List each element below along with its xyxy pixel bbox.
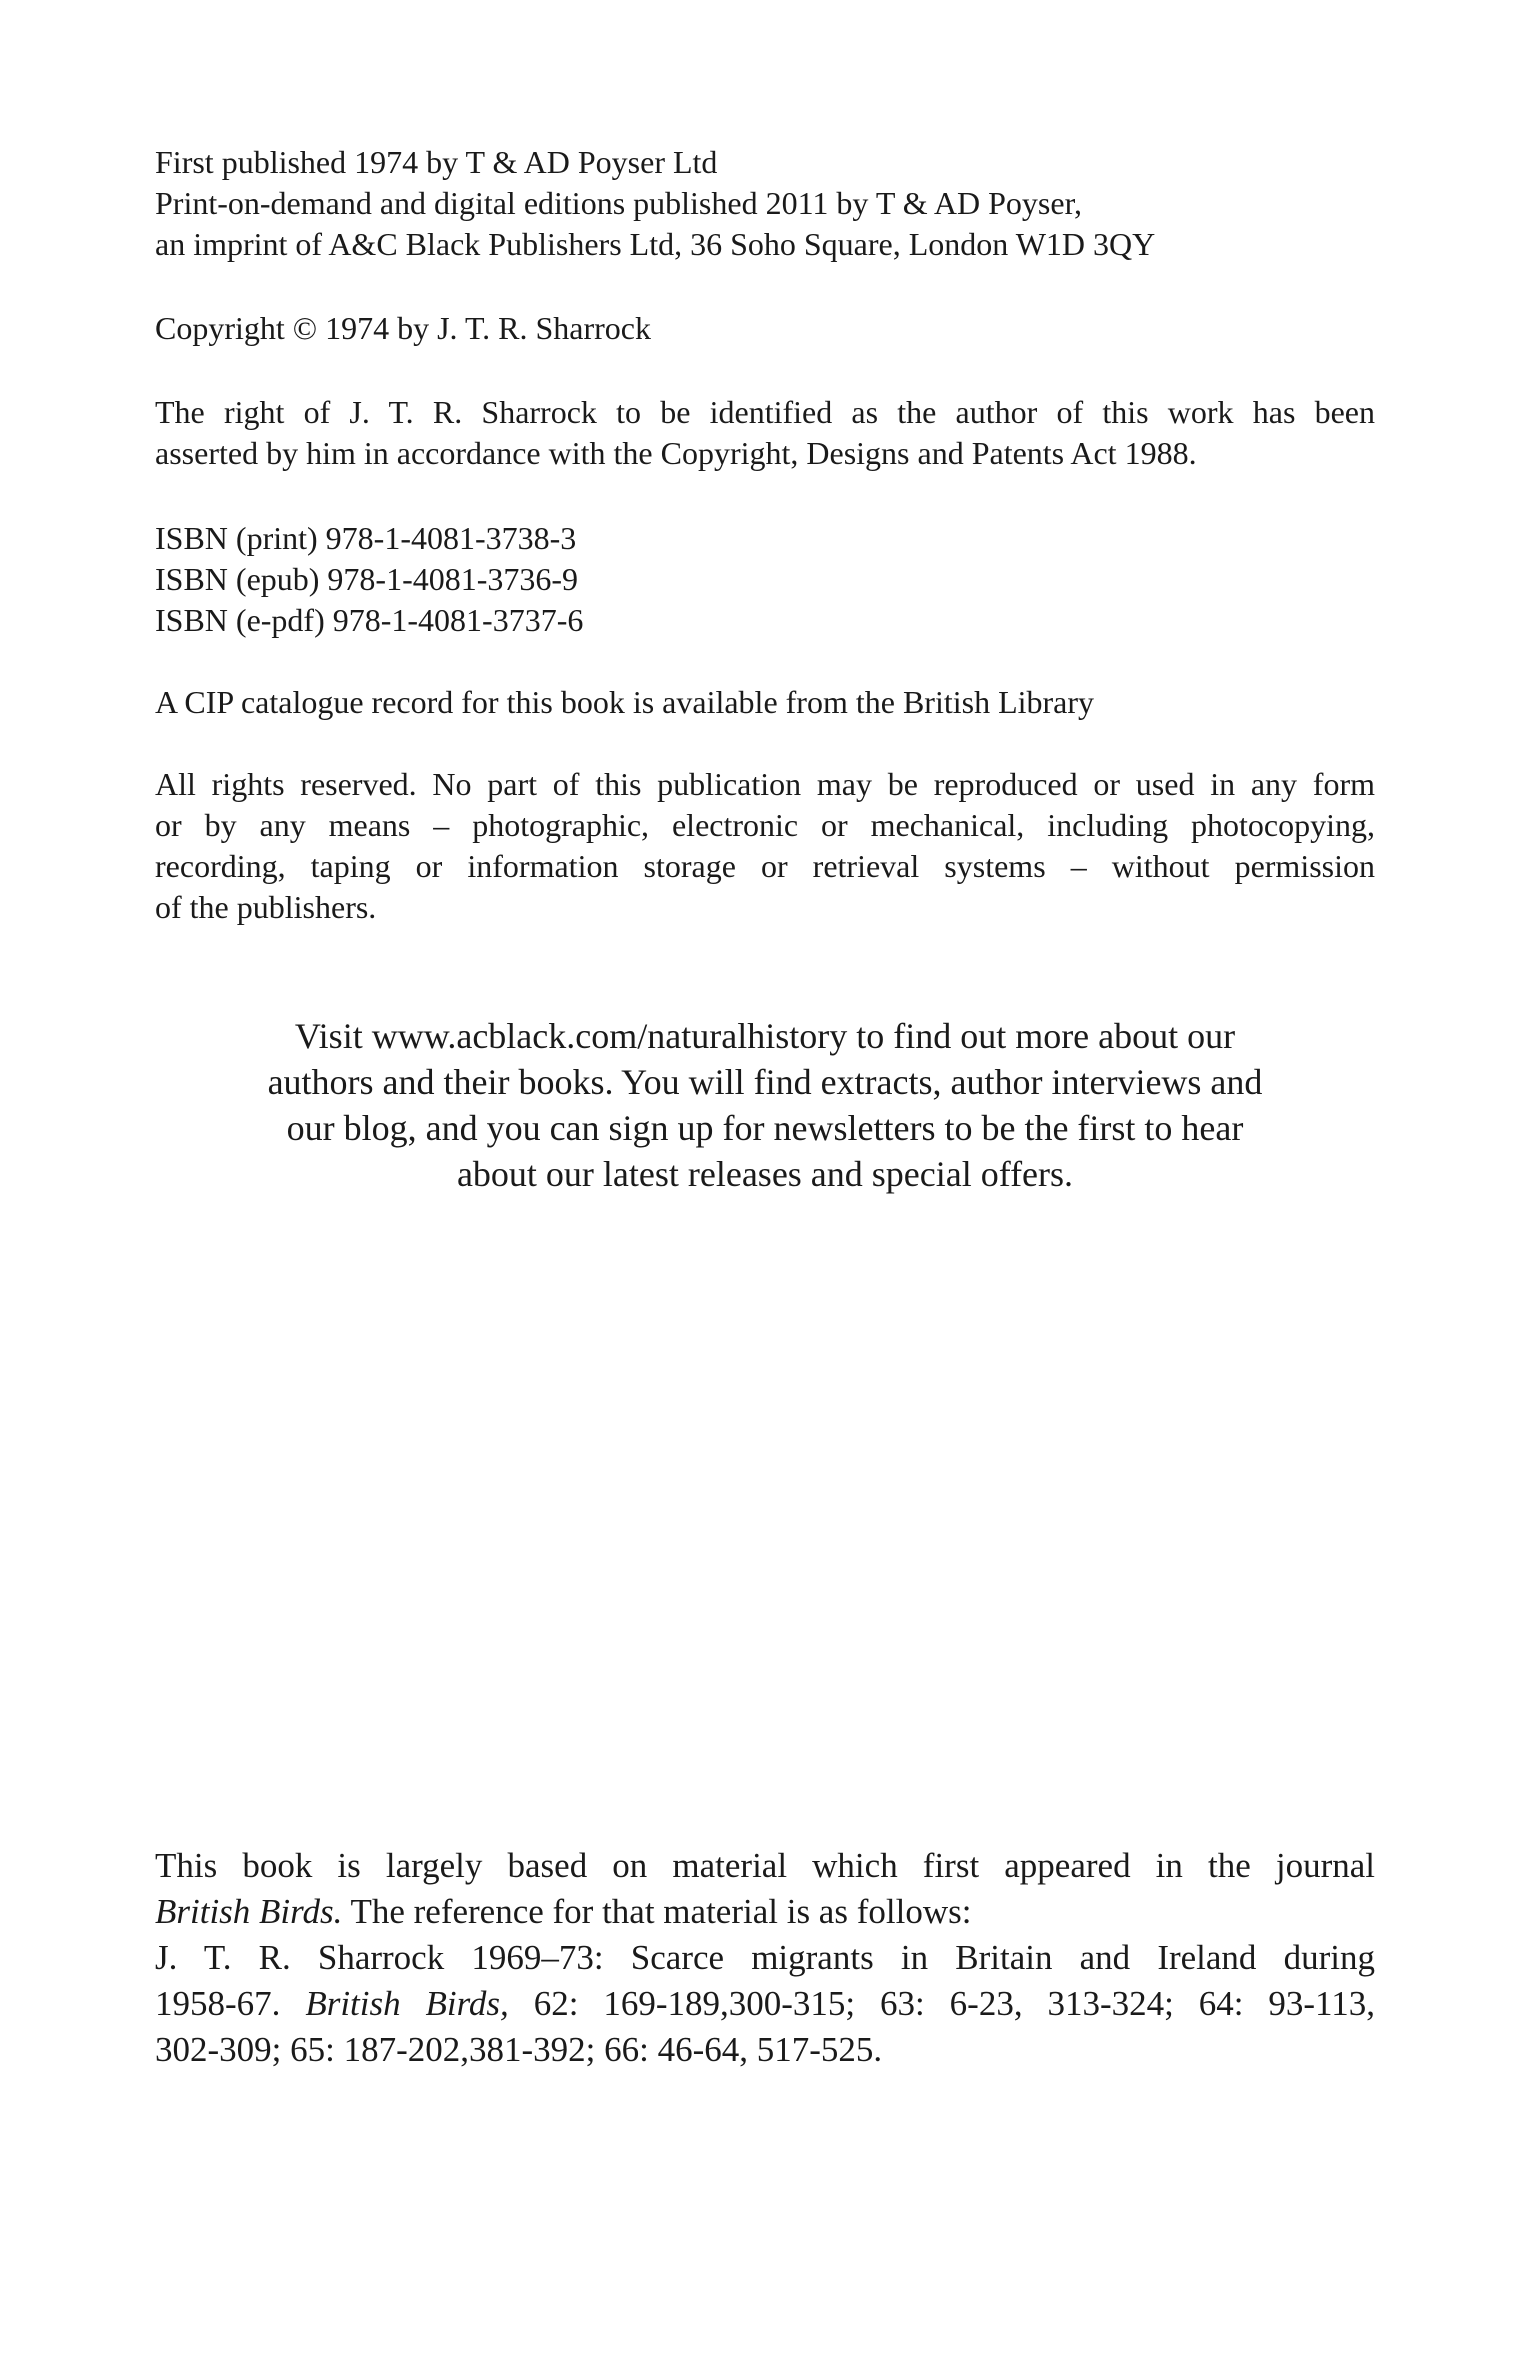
isbn-print: ISBN (print) 978-1-4081-3738-3 [155,520,577,556]
isbn-epub: ISBN (epub) 978-1-4081-3736-9 [155,561,579,597]
source-line-4-rest: 62: 169-189,300-315; 63: 6-23, 313-324; 64: 93-113, [508,1984,1375,2023]
rights-line-3: recording, taping or information storage or retrieval systems – without permission [155,848,1375,884]
journal-title-citation: British Birds, [305,1984,509,2023]
moral-rights-line-1: The right of J. T. R. Sharrock to be identified as the author of this work has been [155,394,1375,430]
source-line-1: This book is largely based on material which first appeared in the journal [155,1846,1375,1885]
rights-line-1: All rights reserved. No part of this publication may be reproduced or used in any form [155,766,1375,802]
source-line-2-rest: The reference for that material is as follows: [342,1892,972,1931]
isbn-list [155,518,1375,641]
isbn-epdf: ISBN (e-pdf) 978-1-4081-3737-6 [155,602,584,638]
promo-line-2: authors and their books. You will find extracts, author interviews and [267,1062,1263,1102]
imprint-line-1: First published 1974 by T & AD Poyser Ltd [155,144,718,180]
imprint-line-3: an imprint of A&C Black Publishers Ltd, 36 Soho Square, London W1D 3QY [155,226,1156,262]
promo-line-4: about our latest releases and special offers. [456,1154,1074,1194]
rights-reserved-notice [155,764,1375,928]
promo-line-3: our blog, and you can sign up for newsletters to be the first to hear [286,1108,1244,1148]
copyright-line: Copyright © 1974 by J. T. R. Sharrock [155,310,651,346]
journal-title: British Birds. [155,1892,343,1931]
copyright-notice [155,308,1375,349]
source-line-5: 302-309; 65: 187-202,381-392; 66: 46-64, 517-525. [155,2030,883,2069]
promo-line-1: Visit www.acblack.com/naturalhistory to find out more about our [294,1016,1236,1056]
rights-line-4: of the publishers. [155,889,377,925]
source-line-2 [155,1889,1375,1935]
cip-notice [155,682,1375,723]
source-line-4 [155,1981,1375,2027]
imprint-block [155,142,1375,265]
source-reference [155,1843,1375,2073]
moral-rights-line-2: asserted by him in accordance with the Copyright, Designs and Patents Act 1988. [155,435,1197,471]
source-line-4-start: 1958-67. [155,1984,306,2023]
publisher-promo [155,1013,1375,1197]
imprint-line-2: Print-on-demand and digital editions published 2011 by T & AD Poyser, [155,185,1082,221]
cip-line: A CIP catalogue record for this book is available from the British Library [155,684,1095,720]
moral-rights-notice [155,392,1375,474]
rights-line-2: or by any means – photographic, electronic or mechanical, including photocopying, [155,807,1375,843]
source-line-3: J. T. R. Sharrock 1969–73: Scarce migrants in Britain and Ireland during [155,1938,1375,1977]
